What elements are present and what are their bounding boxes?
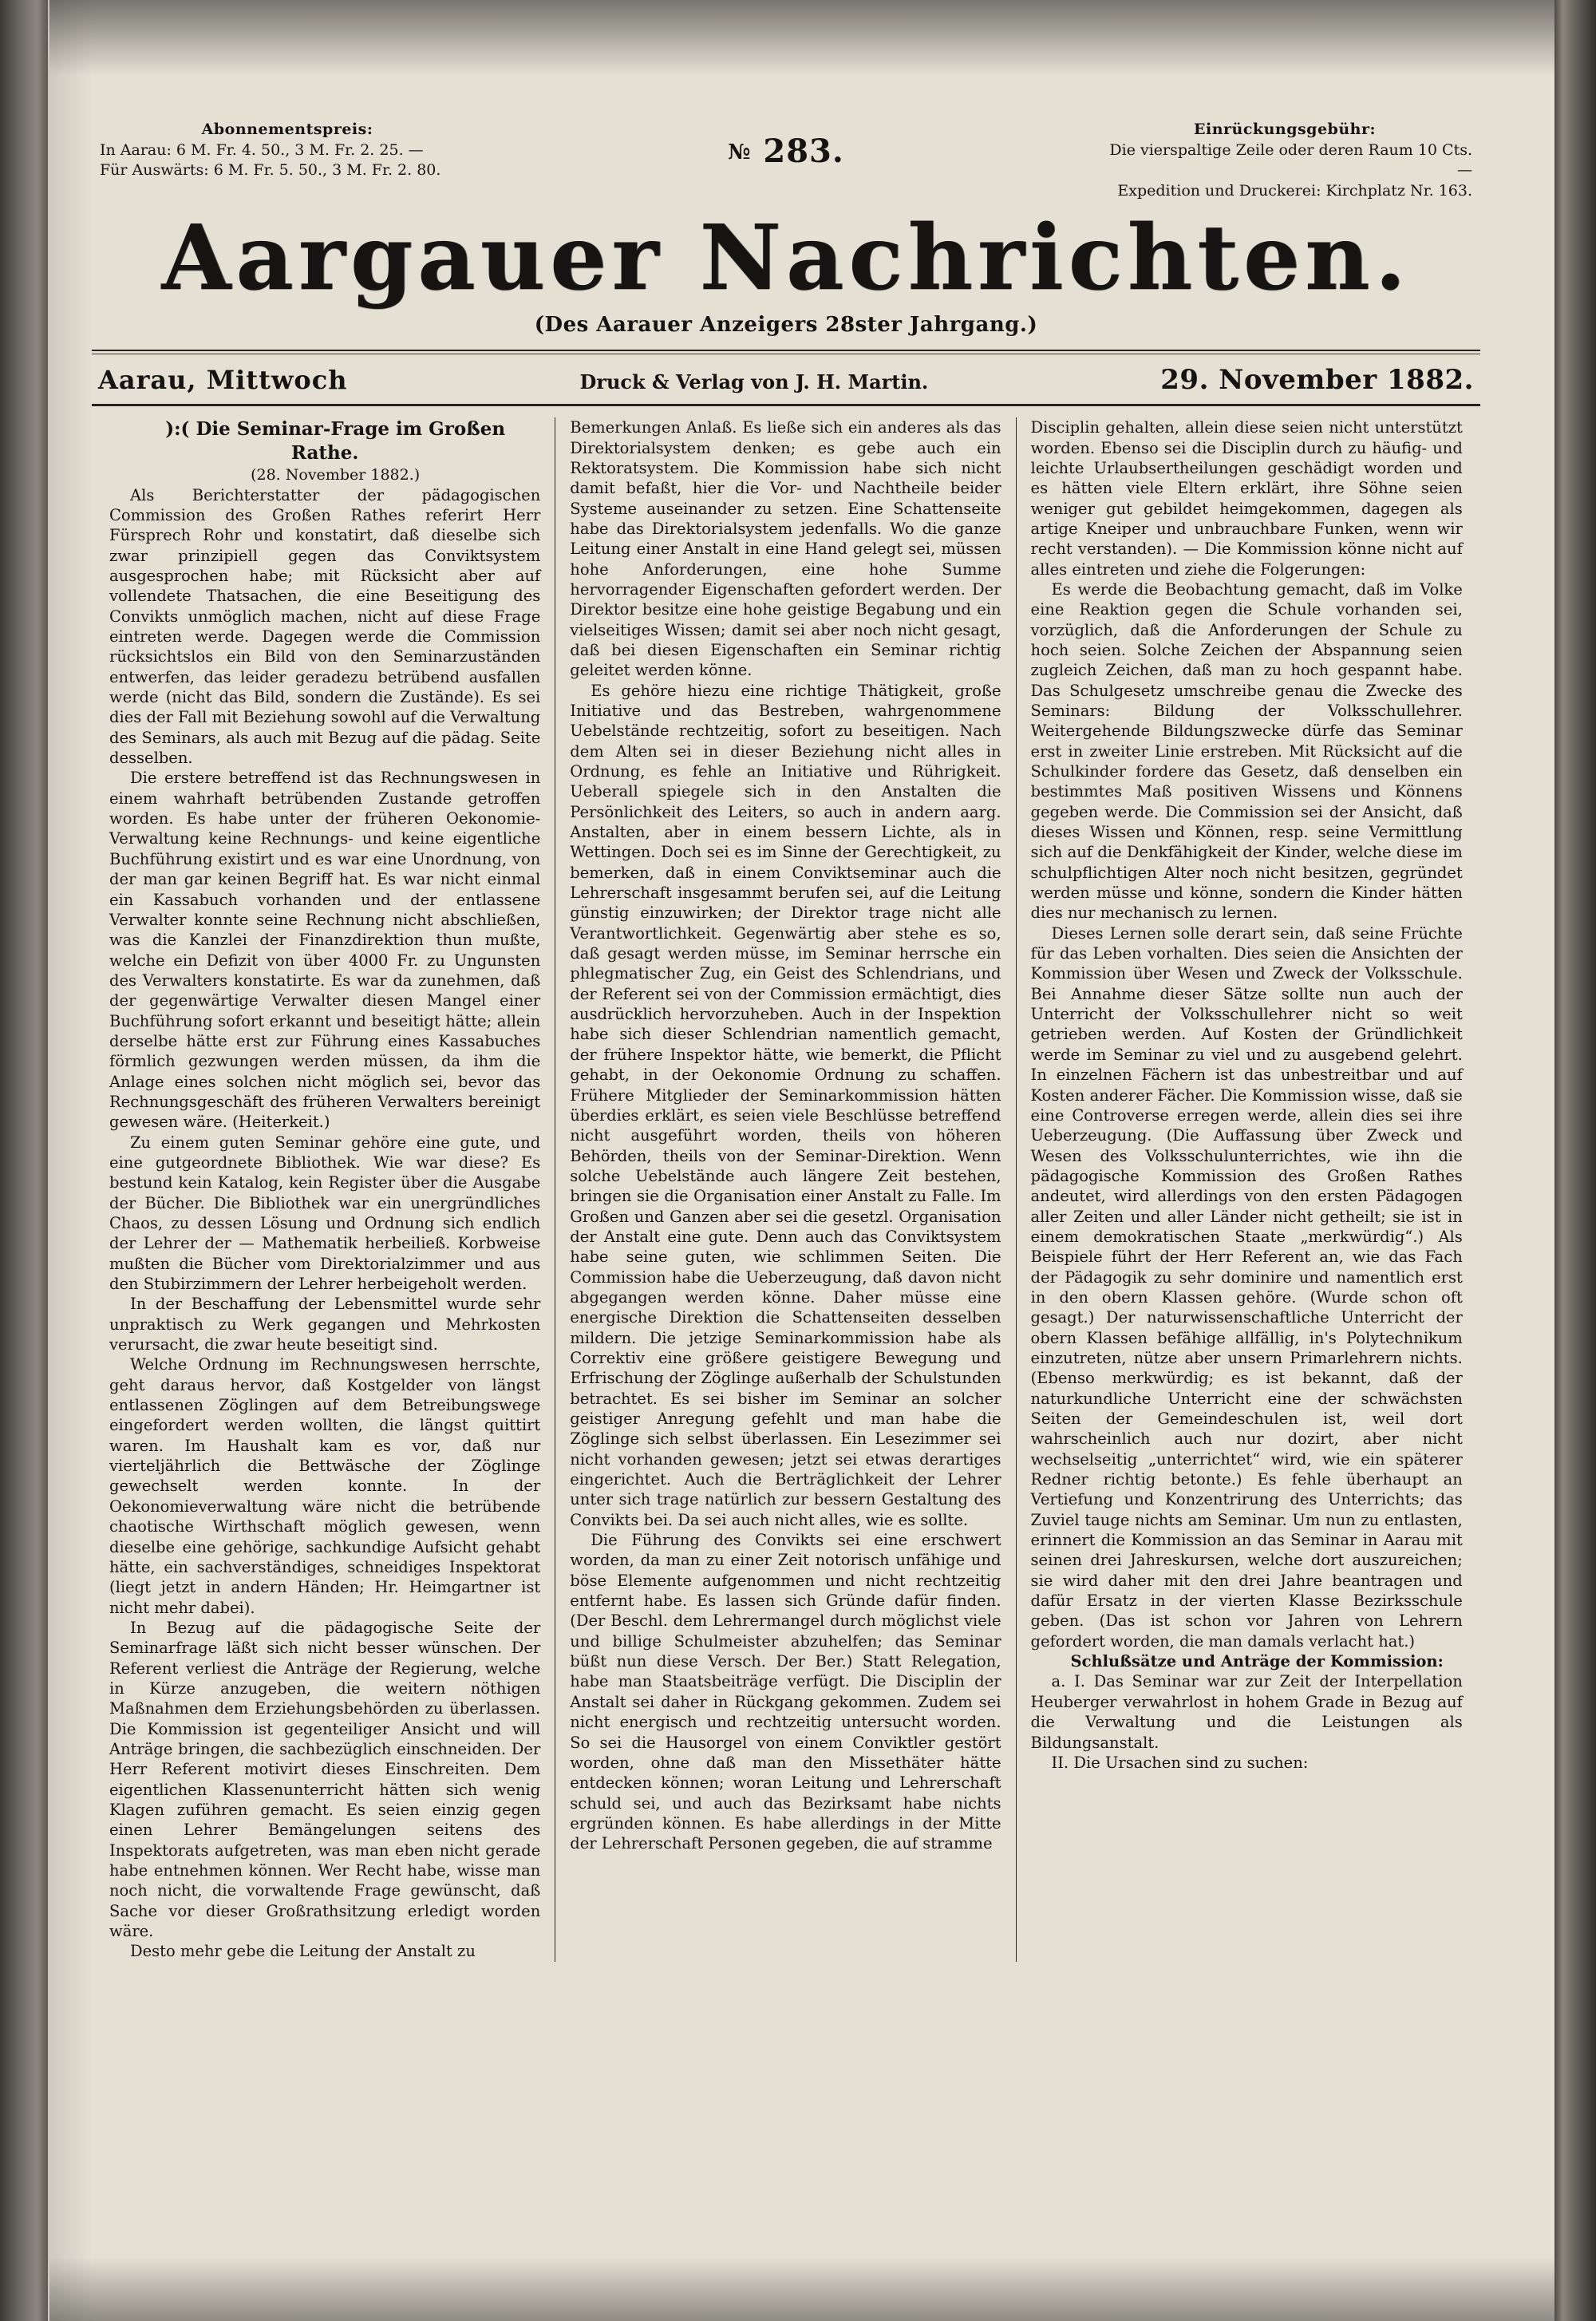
subscription-price-line-2: Für Auswärts: 6 M. Fr. 5. 50., 3 M. Fr. 2. 80. [100, 161, 441, 180]
resolutions-heading: Schlußsätze und Anträge der Kommission: [1070, 1652, 1444, 1671]
subscription-price-line-1: In Aarau: 6 M. Fr. 4. 50., 3 M. Fr. 2. 25. — [100, 140, 424, 159]
paragraph: Disciplin gehalten, allein diese seien nicht unterstützt worden. Ebenso sei die Disciplin durch zu häufig- und leichte Urlaubsertheilungen geschädigt worden und es hätten viele Eltern erklärt, ihre Söhne seien weniger gut gebildet heimgekommen, dagegen als artige Kneiper und unbrauchbare Funken, wenn wir recht verstanden). — Die Kommission könne nicht auf alles eintreten und ziehe die Folgerungen: [1030, 418, 1463, 579]
paragraph: Es werde die Beobachtung gemacht, daß im Volke eine Reaktion gegen die Schule vorhanden sei, vorzüglich, daß die Anforderungen der Schule zu hoch seien. Solche Zeichen der Abspannung seien zugleich Zeichen, daß man zu hoch gespannt habe. Das Schulgesetz umschreibe genau die Zwecke des Seminars: Bildung der Volksschullehrer. Weitergehende Bildungszwecke dürfe das Seminar erst in zweiter Linie erstreben. Mit Rücksicht auf die Schulkinder fordere das Gesetz, daß denselben ein bestimmtes Maß positiven Wissens und Könnens gegeben werde. Die Commission sei der Ansicht, daß dieses Wissen und Können, resp. seine Vermittlung sich auf die Denkfähigkeit der Kinder, welche diese im schulpflichtigen Alter noch nicht besitzen, gegründet werden müsse und könne, sondern die Kinder hätten dies nur mechanisch zu lernen. [1030, 579, 1463, 923]
imprint-divider [92, 404, 1480, 406]
article-columns [84, 417, 1488, 1962]
column-2 [555, 417, 1016, 1962]
column-1 [95, 417, 555, 1962]
advertising-rate-block [1097, 120, 1472, 202]
masthead-top-row [84, 120, 1488, 202]
right-binding-edge [1555, 0, 1596, 2321]
paragraph: Die erstere betreffend ist das Rechnungswesen in einem wahrhaft betrübenden Zustande getroffen worden. Es habe unter der früheren Oekonomie-Verwaltung keine Rechnungs- und keine eigentliche Buchführung existirt und es war eine Unordnung, von der man gar keinen Begriff hat. Es war nicht einmal ein Kassabuch vorhanden und der entlassene Verwalter konnte seine Rechnung nicht abschließen, was die Kanzlei der Finanzdirektion thun mußte, welche ein Defizit von über 4000 Fr. zu Ungunsten des Verwalters konstatirte. Es war da zunehmen, daß der gegenwärtige Verwalter diesen Mangel einer Buchführung sofort erkannt und beseitigt hätte; allein derselbe hätte erst zur Führung eines Kassabuches förmlich gezwungen werden müssen, da ihm die Anlage eines solchen nicht möglich sei, bevor das Rechnungsgeschäft des früheren Verwalters bereinigt gewesen wäre. (Heiterkeit.) [109, 769, 541, 1132]
paragraph: Welche Ordnung im Rechnungswesen herrschte, geht daraus hervor, daß Kostgelder von längst entlassenen Zöglingen auf dem Betreibungswege eingefordert werden wollten, die längst quittirt waren. Im Haushalt kam es vor, daß nur vierteljährlich die Bettwäsche der Zöglinge gewechselt werden konnte. In der Oekonomieverwaltung wäre nicht die betrübende chaotische Wirthschaft möglich gewesen, wenn dieselbe eine gehörige, sachkundige Aufsicht gehabt hätte, ein sachverständiges, schneidiges Inspektorat (liegt jetzt in andern Händen; Hr. Heimgartner ist nicht mehr dabei). [109, 1355, 541, 1617]
column-3 [1017, 417, 1477, 1962]
paragraph: Als Berichterstatter der pädagogischen Commission des Großen Rathes referirt Herr Fürsprech Rohr und konstatirt, daß dieselbe sich zwar prinzipiell gegen das Conviktsystem ausgesprochen habe; mit Rücksicht aber auf vollendete Thatsachen, die eine Beseitigung des Convikts unmöglich machen, nicht auf diese Frage eintreten werde. Dagegen werde die Commission rücksichtslos ein Bild von den Seminarzuständen entwerfen, das leider geradezu betrübend ausfallen werde (nicht das Bild, sondern die Zustände). Es sei dies der Fall mit Beziehung sowohl auf die Verwaltung des Seminars, als auch mit Bezug auf die pädag. Seite desselben. [109, 485, 541, 768]
article-headline: ):( Die Seminar-Frage im Großen Rathe. [165, 418, 506, 465]
paragraph: Die Führung des Convikts sei eine erschwert worden, da man zu einer Zeit notorisch unfähige und böse Elemente aufgenommen und nicht rechtzeitig entfernt habe. Es lassen sich Gründe dafür finden. (Der Beschl. dem Lehrermangel durch möglichst viele und billige Schulmeister abzuhelfen; das Seminar büßt nun diese Versch. Der Ber.) Statt Relegation, habe man Staatsbeiträge verfügt. Die Disciplin der Anstalt sei daher in Rückgang gekommen. Zudem sei nicht energisch und rechtzeitig untersucht worden. So sei die Hausorgel von einem Conviktler gestört worden, ohne daß man den Missethäter hätte entdecken können; woran Leitung und Lehrerschaft schuld sei, und auch das Bezirksamt habe nichts ergründen können. Es habe allerdings in der Mitte der Lehrerschaft Personen gegeben, die auf stramme [570, 1531, 1001, 1853]
subscription-price-block [100, 120, 475, 181]
left-binding-edge [0, 0, 49, 2321]
paragraph: Zu einem guten Seminar gehöre eine gute, und eine gutgeordnete Bibliothek. Wie war diese? Es bestund kein Katalog, kein Register über die Ausgabe der Bücher. Die Bibliothek war ein unergründliches Chaos, zu dessen Lösung und Ordnung sich endlich der Lehrer der — Mathematik herbeiließ. Korbweise mußten die Bücher vom Direktorialzimmer und aus den Stubirzimmern der Lehrer herbeigeholt werden. [109, 1133, 541, 1294]
page-content [84, 120, 1488, 2275]
publication-date: 29. November 1882. [1160, 364, 1474, 397]
newspaper-subtitle: (Des Aarauer Anzeigers 28ster Jahrgang.) [534, 313, 1038, 338]
advertising-rate-line-2: Expedition und Druckerei: Kirchplatz Nr. 163. [1117, 181, 1472, 200]
printer-publisher: Druck & Verlag von J. H. Martin. [579, 370, 929, 394]
paragraph: Dieses Lernen solle derart sein, daß seine Früchte für das Leben vorhalten. Dies seien die Ansichten der Kommission über Wesen und Zweck der Volksschule. Bei Annahme dieser Sätze sollte nun auch der Unterricht der Volksschullehrer nicht so weit getrieben werden. Auf Kosten der Gründlichkeit werde im Seminar zu viel und zu ausgebend gelehrt. In einzelnen Fächern ist das unbestreitbar und auf Kosten anderer Fächer. Die Kommission wisse, daß sie eine Controverse erregen werde, allein dies sei ihre Ueberzeugung. (Die Auffassung über Zweck und Wesen des Volksschulunterrichtes, wie ihn die pädagogische Kommission des Großen Rathes andeutet, wird allerdings von den ersten Pädagogen aller Zeiten und aller Länder nicht getheilt; sie ist in einem demokratischen Staate „merkwürdig“.) Als Beispiele führt der Herr Referent an, wie das Fach der Pädagogik zu sehr dominire und namentlich erst in den obern Klassen gehöre. (Wurde schon oft gesagt.) Der naturwissenschaftliche Unterricht der obern Klassen befähige allfällig, in's Polytechnikum einzutreten, nütze aber unsern Primarlehrern nichts. (Ebenso merkwürdig; es ist bekannt, daß der naturkundliche Unterricht eine der schwächsten Seiten der Gemeindeschulen ist, weil dort wahrscheinlich auch nur dozirt, aber nicht wechselseitig „unterrichtet“ wird, wie ein späterer Redner richtig betonte.) Es fehle überhaupt an Vertiefung und Konzentrirung des Unterrichts; das Zuviel tauge nichts am Seminar. Um nun zu entlasten, erinnert die Kommission an das Seminar in Aarau mit seinen drei Jahreskursen, welche dort auszureichen; sie wird daher mit den drei Jahre beantragen und dafür Ersatz in der vierten Klasse Bezirksschule geben. (Das ist schon vor Jahren von Lehrern gefordert worden, die man damals verlacht hat.) [1030, 923, 1463, 1651]
top-shadow [49, 0, 1555, 76]
numero-icon: № [728, 140, 752, 164]
imprint-row [84, 354, 1488, 396]
issue-number-value: 283. [763, 132, 844, 170]
paragraph: Bemerkungen Anlaß. Es ließe sich ein anderes als das Direktorialsystem denken; es gebe auch ein Rektoratsystem. Die Kommission habe sich nicht damit befaßt, hier die Vor- und Nachtheile beider Systeme auseinander zu setzen. Eine Schattenseite habe das Direktorialsystem jedenfalls. Wo die ganze Leitung einer Anstalt in eine Hand gelegt sei, müssen hohe Anforderungen, eine hohe Summe hervorragender Eigenschaften gefordert werden. Der Direktor besitze eine hohe geistige Begabung und ein vielseitiges Wissen; damit sei aber noch nicht gesagt, daß bei diesen Eigenschaften ein Seminar richtig geleitet werden könne. [570, 418, 1001, 680]
paragraph: a. I. Das Seminar war zur Zeit der Interpellation Heuberger verwahrlost in hohem Grade in Bezug auf die Verwaltung und die Leistungen als Bildungsanstalt. [1030, 1672, 1463, 1752]
masthead-divider [92, 350, 1480, 351]
subscription-price-header: Abonnementspreis: [201, 121, 373, 138]
publication-place: Aarau, Mittwoch [98, 365, 348, 396]
paragraph: Es gehöre hiezu eine richtige Thätigkeit, große Initiative und das Bestreben, wahrgenommene Uebelstände rechtzeitig, sofort zu beseitigen. Nach dem Alten sei in dieser Beziehung nicht alles in Ordnung, es fehle an Initiative und Rührigkeit. Ueberall spiegele sich in den Anstalten die Persönlichkeit des Leiters, so auch in andern aarg. Anstalten, aber in einem bessern Lichte, als in Wettingen. Doch sei es im Sinne der Gerechtigkeit, zu bemerken, daß in einem Conviktseminar auch die Lehrerschaft insgesammt berufen sei, auf die Leitung günstig einzuwirken; der Direktor trage nicht alle Verantwortlichkeit. Gegenwärtig aber stehe es so, daß gesagt werden müsse, im Seminar herrsche ein phlegmatischer Zug, ein Geist des Schlendrians, und der Referent sei von der Commission ermächtigt, dies ausdrücklich hervorzuheben. Auch in der Inspektion habe sich dieser Schlendrian namentlich gemacht, der frühere Inspektor hätte, wie bemerkt, die Pflicht gehabt, in der Oekonomie Ordnung zu schaffen. Frühere Mitglieder der Seminarkommission hätten überdies erklärt, es seien viele Beschlüsse betreffend nicht ausgeführt worden, theils von höheren Behörden, theils von der Seminar-Direktion. Wenn solche Uebelstände auch längere Zeit bestehen, bringen sie die Organisation einer Anstalt zu Falle. Im Großen und Ganzen aber sei die gesetzl. Organisation der Anstalt eine gute. Denn auch das Conviktsystem habe seine guten, wie schlimmen Seiten. Die Commission habe die Ueberzeugung, daß davon nicht abgegangen werden könne. Daher müsse eine energische Direktion die Schattenseiten desselben mildern. Die jetzige Seminarkommission habe als Correktiv eine größere geistigere Bewegung und Erfrischung der Zöglinge außerhalb der Schulstunden betrachtet. Es sei bisher im Seminar an solcher geistiger Anregung gefehlt und man habe die Zöglinge sich selbst überlassen. Ein Lesezimmer sei nicht vorhanden gewesen; jetzt sei etwas derartiges eingerichtet. Auch die Berträglichkeit der Lehrer unter sich trage natürlich zur bessern Gestaltung des Convikts bei. Da sei auch nicht alles, wie es sollte. [570, 681, 1001, 1529]
paragraph: In Bezug auf die pädagogische Seite der Seminarfrage läßt sich nicht besser wünschen. Der Referent verliest die Anträge der Regierung, welche in Kürze anzugeben, die weitern nöthigen Maßnahmen dem Erziehungsbehörden zu überlassen. Die Kommission ist gegenteiliger Ansicht und will Anträge bringen, die sachbezüglich einschneiden. Der Herr Referent motivirt dieses Einschreiten. Dem eigentlichen Klassenunterricht hätten sich wenig Klagen zuführen gemacht. Es seien einzig gegen einen Lehrer Bemängelungen seitens des Inspektorats aufgetreten, was man eben nicht gerade habe entnehmen können. Wer Recht habe, wisse man noch nicht, die vorwaltende Frage gewünscht, daß Sache vor dieser Großrathsitzung erledigt worden wäre. [109, 1618, 541, 1941]
paragraph: In der Beschaffung der Lebensmittel wurde sehr unpraktisch zu Werk gegangen und Mehrkosten verursacht, die zwar heute beseitigt sind. [109, 1295, 541, 1354]
paragraph: II. Die Ursachen sind zu suchen: [1051, 1753, 1309, 1772]
article-subhead: (28. November 1882.) [251, 465, 421, 484]
newspaper-title: Aargauer Nachrichten. [161, 205, 1411, 310]
issue-number [728, 120, 844, 170]
advertising-rate-header: Einrückungsgebühr: [1194, 121, 1376, 138]
paragraph: Desto mehr gebe die Leitung der Anstalt zu [130, 1942, 476, 1961]
advertising-rate-line-1: Die vierspaltige Zeile oder deren Raum 10 Cts. — [1109, 140, 1472, 180]
